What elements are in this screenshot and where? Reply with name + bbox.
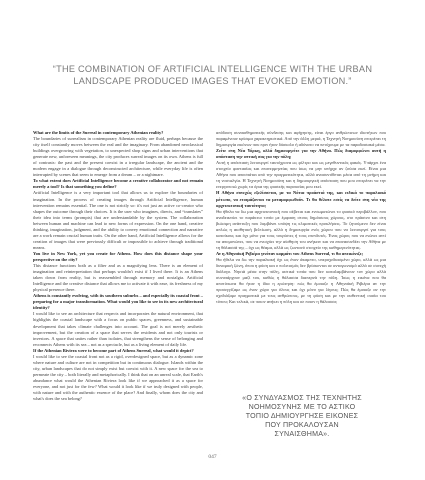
interview-question: Athens is constantly evolving, with its southern suburbs – and especially its coastal front – preparing for a major transformation. What would you like to see in its new architectural identity? <box>33 293 203 311</box>
interview-answer: This distance functions both as a filter and as a magnifying lens. There is an element of imagination and reinterpretation that perhaps wouldn't exist if I lived there. It is an Athens taken down from reality, but is reassembled through memory and nostalgia. Artificial Intelligence and the creative distance that allows me to activate it with ease, its freshness of my physical presence there. <box>33 263 203 293</box>
interview-answer: Θα ήθελα να δω την παραλιακή όχι ως έναν άκαμπτο, υπερσχεδιασμένο χώρο, αλλά ως μια δυναμική ζώνη, όπου η φύση και ο πολιτισμός δεν βρίσκονται σε ανταγωνισμό αλλά σε συνεχή διάλογο. Νησιά μέσα στην πόλη, αστικά τοπία που δεν καταλαμβάνουν τον χώρο αλλά συνυπάρχουν μαζί του, καθώς η θάλασσα διαπερνά την πόλη. Ίσως η εικόνα που θα αποτύπωνα θα ήταν η ίδια η ερώτηση: πώς θα έμοιαζε η Αθηναϊκή Ριβιέρα αν την προσεγγίζαμε ως έναν χώρο για όλους και όχι μόνο για λίγους; Πώς θα έμοιαζε αν την σχεδιάζαμε πραγματικά με τους ανθρώπους, με τη φύση και με την αυθεντική ουσία του τόπου; Και τελικά, σε ποιον ανήκει η πόλη και σε ποιον η θάλασσα; <box>216 256 386 305</box>
interview-question: If the Athenian Riviera were to become part of Athens Surreal, what would it depict? <box>33 347 194 353</box>
interview-question: Η Αθήνα συνεχώς εξελίσσεται, με τα Νότια προάστιά της, και ειδικά το παραλιακό μέτωπο, να ετοιμάζονται να μεταμορφωθούν. Τι θα θέλατε εσείς να δείτε στη νέα της αρχιτεκτονική ταυτότητα; <box>216 190 386 208</box>
interview-question: To what extent does Artificial Intelligence become a creative collaborator and not remain merely a tool? Is that something you define? <box>33 178 203 190</box>
interview-answer: απόδοση συναισθηματικής σύνδεσης και αφήγησης, είναι έργο ανθρώπινων ιδιοτήτων που παραμένουν κρίσιμα χαρακτηριστικά. Από την άλλη μεριά, η Τεχνητή Νοημοσύνη επιτρέπει τη δημιουργία εικόνων που πριν ήταν δύσκολο ή αδύνατο να πετύχουμε με τα παραδοσιακά μέσα. <box>216 130 386 148</box>
interview-question: What are the limits of the Surreal in contemporary Athenian reality? <box>33 130 164 135</box>
greek-article-column <box>216 130 386 350</box>
page-number: 047 <box>208 454 217 460</box>
interview-answer: The boundaries of surrealism in contemporary Athenian reality are fluid, perhaps because the city itself constantly moves between the real and the imaginary. From abandoned neoclassical buildings overgrowing with vegetation, to unexpected shop signs and urban interventions that generate new, unforeseen meanings, the city produces surreal images on its own. Athens is full of contrasts: the past and the present coexist in a irregular landscape, the ancient and the modern engage in a dialogue through deconstructed architecture, while everyday life is often interrupted by scenes that seem to emerge from a dream – or a nightmare. <box>33 136 203 178</box>
interview-answer: I would like to see an architecture that respects and incorporates the natural environment, that highlights the coastal landscape with a focus on public spaces, greenness, and sustainable development that takes climate challenges into account. The goal is not merely aesthetic improvement, but the creation of a space that serves the residents and not only tourists or investors. A space that unites rather than isolates, that strengthens the sense of belonging and reconnects Athens with its sea – not as a spectacle, but as a living element of daily life. <box>33 311 203 347</box>
interview-question: Ζείτε στη Νέα Υόρκη, αλλά δημιουργείτε για την Αθήνα. Πώς διαμορφώνει αυτή η απόσταση την οπτική σας για την πόλη; <box>216 148 386 160</box>
interview-answer: Θα ήθελα να δω μια αρχιτεκτονική που σέβεται και ενσωματώνει το φυσικό περιβάλλον, που αναδεικνύει το παράκτιο τοπίο με έμφαση στους δημόσιους χώρους, στο πράσινο και στη βιώσιμη ανάπτυξη που λαμβάνει υπόψη τις κλιματικές προκλήσεις. Το ζητούμενο δεν είναι απλώς η αισθητική βελτίωση, αλλά η δημιουργία ενός χώρου που να λειτουργεί για τους κατοίκους και όχι μόνο για τους τουρίστες ή τους επενδυτές. Ένας χώρος που να ενώνει αντί να απομονώνει, που να ενισχύει την αίσθηση του ανήκειν και να επανασυνδέει την Αθήνα με τη θάλασσά της – όχι ως θέαμα, αλλά ως ζωντανό στοιχείο της καθημερινότητας. <box>216 208 386 250</box>
interview-question: Αν η Αθηναϊκή Ριβιέρα γινόταν κομμάτι του Athens Surreal, τι θα απεικόνιζε; <box>216 250 364 256</box>
pull-quote-english: “THE COMBINATION OF ARTIFICIAL INTELLIGENCE WITH THE URBAN LANDSCAPE PRODUCED IMAGES THAT EVOKED EMOTION.” <box>52 64 373 86</box>
interview-answer: Αυτή η απόσταση λειτουργεί ταυτόχρονα ως φίλτρο και ως μεγεθυντικός φακός. Υπάρχει ένα στοιχείο φαντασίας και επανερμηνείας που ίσως να μην υπήρχε αν ζούσα εκεί. Είναι μια Αθήνα που αποσπάται από την πραγματικότητα, αλλά ανασυντίθεται μέσα από τη μνήμη και τη νοσταλγία. Η Τεχνητή Νοημοσύνη και η δημιουργική απόσταση που μου επιτρέπει να την ενεργοποιώ χωρίς τα όρια της φυσικής παρουσίας μου εκεί. <box>216 160 386 190</box>
interview-answer: Artificial Intelligence is a very important tool that allows us to explore the boundaries of imagination. In the process of creating images through Artificial Intelligence, human intervention remains essential. The one is not strictly so: it's not just an active co-creator who shapes the outcome through their choices. It is the user who imagines, directs, and “translates” their idea into terms (prompts) that are understandable by the system. The collaboration between human and machine can lead to new forms of expression. On the one hand, creative thinking, imagination, judgment, and the ability to convey emotional connection and narrative are a work remain crucial human traits. On the other hand, Artificial Intelligence allows for the creation of images that were previously difficult or impossible to achieve through traditional means. <box>33 190 203 250</box>
pull-quote-greek: «Ο ΣΥΝΔΥΑΣΜΟΣ ΤΗΣ ΤΕΧΝΗΤΗΣ ΝΟΗΜΟΣΥΝΗΣ ΜΕ ΤΟ ΑΣΤΙΚΟ ΤΟΠΙΟ ΔΗΜΙΟΥΡΓΗΣΕ ΕΙΚΟΝΕΣ ΠΟΥ ΠΡΟΚΑΛΟΥΣΑΝ ΣΥΝΑΙΣΘΗΜΑ». <box>242 394 362 439</box>
interview-answer: I would like to see the coastal front not as a rigid, overdesigned space, but as a dynamic zone where nature and culture are not in competition but in continuous dialogue. Islands within the city, urban landscapes that do not simply exist but coexist with it. A new space for the sea to permeate the city – both literally and metaphorically. I think that on an unreal scale, that Earth's abundance what would the Athenian Riviera look like if we approached it as a space for everyone, and not just for the few? What would it look like if we truly designed with people, with nature and with the authentic essence of the place? And finally, whom does the city and what's does the sea belong? <box>33 353 203 402</box>
interview-question: You live in New York, yet you create for Athens. How does this distance shape your perspective on the city? <box>33 250 203 262</box>
english-article-column <box>33 130 203 465</box>
